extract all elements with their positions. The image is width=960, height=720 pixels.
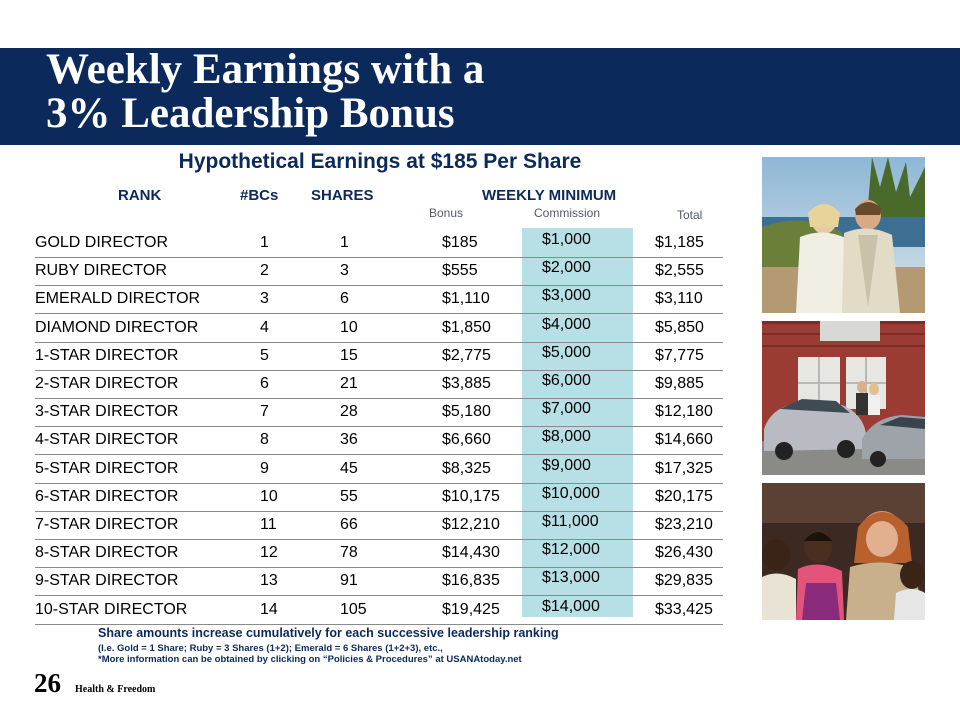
- commission-cell: $14,000: [542, 597, 600, 615]
- page-number: 26: [34, 668, 61, 698]
- bonus-cell: $3,885: [442, 375, 491, 392]
- title-line-1: Weekly Earnings with a: [46, 46, 485, 93]
- total-cell: $5,850: [655, 318, 704, 336]
- bonus-cell: $2,775: [442, 346, 491, 364]
- rank-cell: 1-STAR DIRECTOR: [35, 346, 179, 364]
- children-photo: [762, 483, 925, 620]
- commission-cell: $3,000: [542, 287, 591, 305]
- bcs-cell: 3: [260, 290, 269, 308]
- rank-cell: 6-STAR DIRECTOR: [35, 487, 179, 505]
- bcs-cell: 10: [260, 487, 278, 505]
- rank-cell: EMERALD DIRECTOR: [35, 290, 201, 308]
- bcs-cell: 12: [260, 544, 278, 562]
- shares-cell: 3: [340, 262, 349, 280]
- bcs-cell: 5: [260, 346, 269, 364]
- bonus-cell: $14,430: [442, 544, 500, 562]
- bcs-cell: 13: [260, 572, 278, 590]
- commission-cell: $8,000: [542, 428, 591, 446]
- commission-cell: $10,000: [542, 484, 600, 502]
- rank-cell: 4-STAR DIRECTOR: [35, 431, 179, 449]
- table-row: [35, 426, 723, 455]
- table-row: [35, 398, 723, 427]
- subheader-bonus: Bonus: [429, 206, 464, 220]
- bonus-cell: $6,660: [442, 431, 491, 449]
- table-row: [35, 314, 723, 343]
- shares-cell: 36: [340, 431, 358, 449]
- subheader-commission: Commission: [534, 206, 601, 220]
- bcs-cell: 2: [260, 262, 269, 280]
- bonus-cell: $12,210: [442, 516, 500, 533]
- slide-title: [46, 48, 484, 136]
- table-row: [35, 567, 723, 596]
- footnote-example: (I.e. Gold = 1 Share; Ruby = 3 Shares (1+2); Emerald = 6 Shares (1+2+3), etc.,: [98, 643, 443, 654]
- header-rank: RANK: [118, 187, 162, 204]
- bcs-cell: 1: [260, 234, 269, 251]
- couple-beach-photo: [762, 157, 925, 313]
- rank-cell: 7-STAR DIRECTOR: [35, 516, 179, 533]
- header-shares: SHARES: [311, 187, 374, 204]
- rank-cell: 10-STAR DIRECTOR: [35, 600, 188, 618]
- bcs-cell: 7: [260, 403, 269, 421]
- commission-cell: $1,000: [542, 231, 591, 248]
- commission-cell: $5,000: [542, 343, 591, 361]
- table-row: [35, 539, 723, 568]
- total-cell: $7,775: [655, 346, 704, 364]
- table-subtitle: Hypothetical Earnings at $185 Per Share: [178, 150, 582, 173]
- bonus-cell: $19,425: [442, 600, 500, 618]
- rank-cell: RUBY DIRECTOR: [35, 262, 167, 280]
- bonus-cell: $1,110: [442, 290, 490, 308]
- footnote-more-info: *More information can be obtained by clicking on “Policies & Procedures” at USANAtoday.net: [98, 654, 522, 665]
- bonus-cell: $555: [442, 262, 478, 280]
- rank-cell: 3-STAR DIRECTOR: [35, 403, 179, 421]
- bcs-cell: 11: [260, 516, 277, 533]
- bcs-cell: 4: [260, 318, 269, 336]
- rank-cell: 2-STAR DIRECTOR: [35, 375, 179, 392]
- shares-cell: 66: [340, 516, 358, 533]
- total-cell: $33,425: [655, 600, 713, 618]
- total-cell: $9,885: [655, 375, 704, 392]
- cars-barn-photo: [762, 321, 925, 475]
- table-row: [35, 483, 723, 512]
- total-cell: $29,835: [655, 572, 713, 590]
- bonus-cell: $10,175: [442, 487, 500, 505]
- bcs-cell: 6: [260, 375, 269, 392]
- shares-cell: 28: [340, 403, 358, 421]
- shares-cell: 1: [340, 234, 349, 251]
- commission-cell: $12,000: [542, 541, 600, 559]
- table-row: [35, 596, 723, 625]
- total-cell: $17,325: [655, 459, 713, 477]
- shares-cell: 105: [340, 600, 367, 618]
- bonus-cell: $185: [442, 234, 478, 251]
- shares-cell: 78: [340, 544, 358, 562]
- bonus-cell: $8,325: [442, 459, 491, 477]
- table-row: [35, 370, 723, 399]
- table-row: [35, 342, 723, 371]
- bcs-cell: 9: [260, 459, 269, 477]
- commission-cell: $4,000: [542, 315, 591, 333]
- rank-cell: GOLD DIRECTOR: [35, 234, 169, 251]
- bonus-cell: $1,850: [442, 318, 491, 336]
- shares-cell: 6: [340, 290, 349, 308]
- page-label: Health & Freedom: [75, 684, 156, 695]
- subheader-total: Total: [677, 208, 703, 222]
- rank-cell: 5-STAR DIRECTOR: [35, 459, 179, 477]
- commission-cell: $6,000: [542, 372, 591, 389]
- rank-cell: 9-STAR DIRECTOR: [35, 572, 179, 590]
- rank-cell: DIAMOND DIRECTOR: [35, 318, 199, 336]
- commission-cell: $13,000: [542, 569, 600, 587]
- bonus-cell: $16,835: [442, 572, 500, 590]
- bcs-cell: 14: [260, 600, 278, 618]
- commission-cell: $11,000: [542, 513, 599, 530]
- table-row: [35, 455, 723, 484]
- commission-cell: $2,000: [542, 259, 591, 277]
- total-cell: $3,110: [655, 290, 703, 308]
- total-cell: $14,660: [655, 431, 713, 449]
- rank-cell: 8-STAR DIRECTOR: [35, 544, 179, 562]
- total-cell: $26,430: [655, 544, 713, 562]
- shares-cell: 45: [340, 459, 358, 477]
- total-cell: $12,180: [655, 403, 713, 421]
- commission-cell: $9,000: [542, 456, 591, 474]
- shares-cell: 10: [340, 318, 358, 336]
- title-line-2: 3% Leadership Bonus: [46, 90, 455, 137]
- footnote-main: Share amounts increase cumulatively for each successive leadership ranking: [98, 626, 559, 640]
- table-row: [35, 229, 723, 258]
- header-bcs: #BCs: [240, 187, 279, 204]
- shares-cell: 15: [340, 346, 358, 364]
- total-cell: $2,555: [655, 262, 704, 280]
- shares-cell: 91: [340, 572, 358, 590]
- total-cell: $20,175: [655, 487, 713, 505]
- commission-cell: $7,000: [542, 400, 591, 418]
- header-weekly-minimum: WEEKLY MINIMUM: [482, 187, 617, 204]
- table-row: [35, 257, 723, 286]
- shares-cell: 21: [340, 375, 358, 392]
- bonus-cell: $5,180: [442, 403, 491, 421]
- total-cell: $1,185: [655, 234, 704, 251]
- table-row: [35, 511, 723, 540]
- bcs-cell: 8: [260, 431, 269, 449]
- table-row: [35, 285, 723, 314]
- shares-cell: 55: [340, 487, 358, 505]
- total-cell: $23,210: [655, 516, 713, 533]
